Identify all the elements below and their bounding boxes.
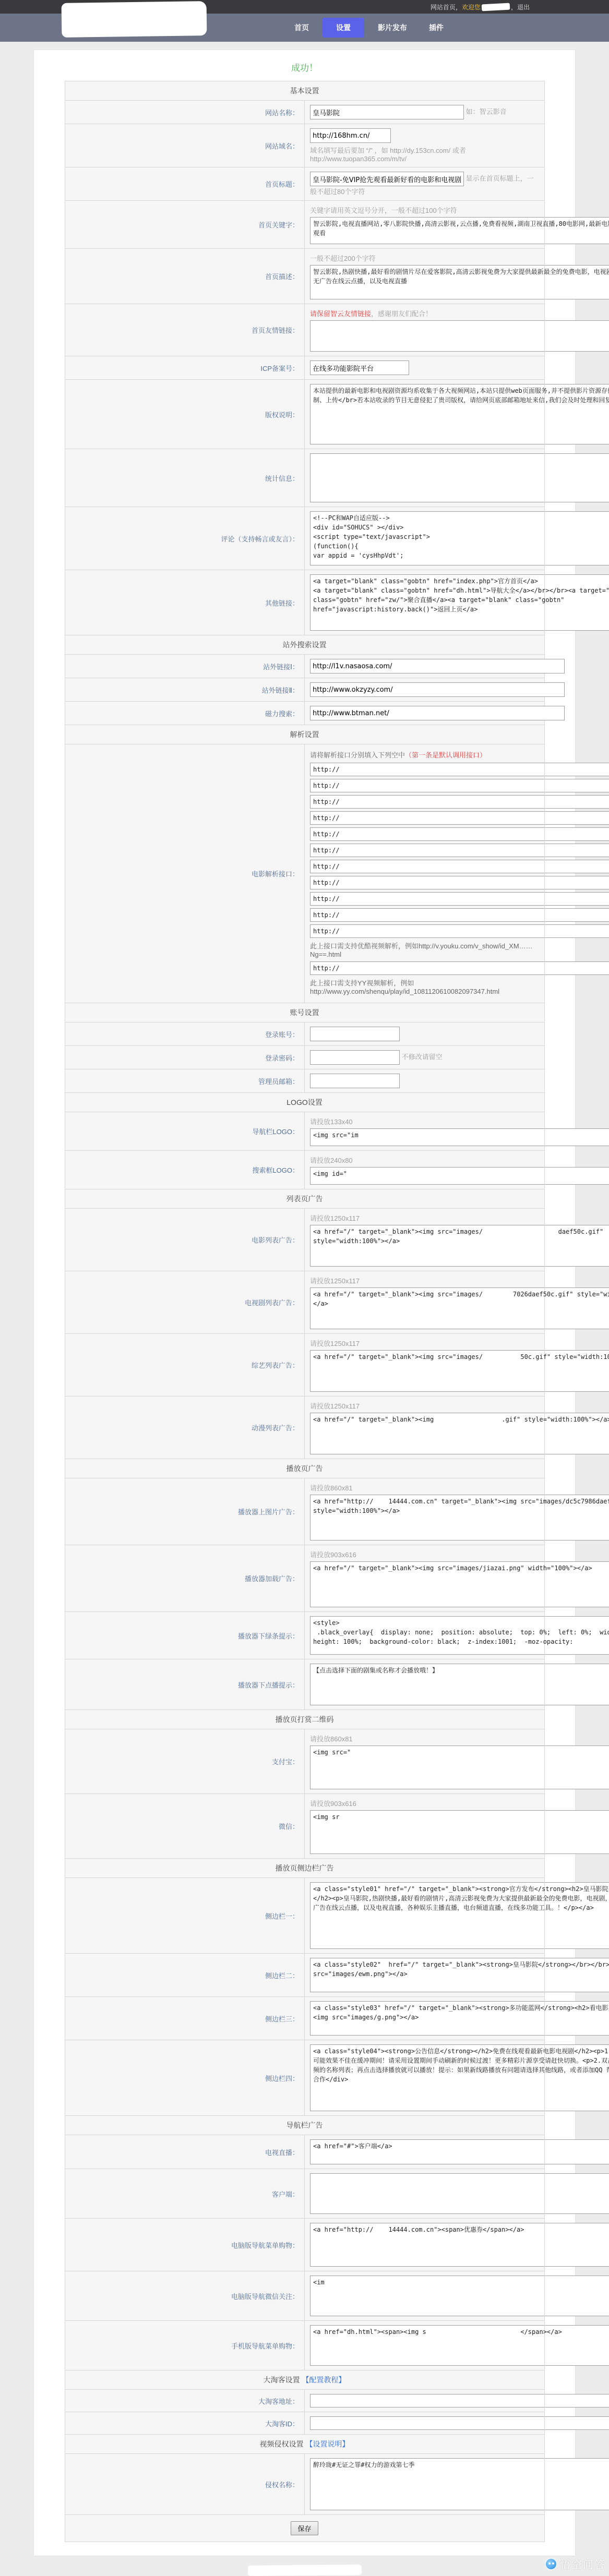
form-row-pc-nav-wechat (65, 2271, 544, 2321)
section-header-nav-ads: 导航栏广告 (65, 2116, 544, 2135)
welcome-text: 欢迎您 (461, 3, 481, 11)
offsite-link1-input[interactable] (310, 659, 565, 673)
field-label: 电脑版导航微信关注： (65, 2271, 305, 2321)
field-label: 手机版导航菜单购物： (65, 2321, 305, 2370)
player-loading-ad-textarea[interactable] (310, 1561, 609, 1607)
nav-items (286, 18, 452, 38)
field-note: 不修改请留空 (401, 1053, 443, 1061)
field-label: 登录密码： (65, 1046, 305, 1069)
form-row-home-title (65, 167, 544, 201)
field-label: 搜索框LOGO： (65, 1151, 305, 1189)
movie-list-ad-textarea[interactable] (310, 1225, 609, 1267)
field-label: 侧边栏一： (65, 1878, 305, 1954)
parse-interface-textarea[interactable] (310, 961, 609, 975)
save-button[interactable]: 保存 (291, 2521, 318, 2535)
login-account-input[interactable] (310, 1027, 400, 1041)
form-row-friend-links (65, 304, 544, 356)
settings-form-table (65, 81, 545, 2542)
form-row-parse-interfaces (65, 744, 544, 1003)
home-keywords-textarea[interactable] (310, 217, 609, 244)
field-label: 动漫列表广告： (65, 1397, 305, 1459)
alipay-qr-textarea[interactable] (310, 1746, 609, 1789)
parse-interface-textarea[interactable] (310, 860, 609, 873)
field-note: 请投放860x81 (310, 1484, 353, 1492)
field-label: 首页关键字： (65, 201, 305, 249)
field-label: 侵权名称： (65, 2454, 305, 2515)
form-row-comment (65, 507, 544, 570)
comment-code-textarea[interactable] (310, 511, 609, 565)
field-note: 请投放903x616 (310, 1800, 356, 1808)
form-row-player-top-ad (65, 1478, 544, 1545)
pc-nav-shop-textarea[interactable] (310, 2223, 609, 2267)
form-row-player-green-tip (65, 1612, 544, 1659)
form-row-player-loading-ad (65, 1545, 544, 1612)
form-row-sidebar3 (65, 1997, 544, 2040)
field-label: 播放器上图片广告： (65, 1478, 305, 1545)
form-row-movie-list-ad (65, 1209, 544, 1271)
pc-nav-wechat-textarea[interactable] (310, 2276, 609, 2316)
site-domain-input[interactable] (310, 128, 391, 143)
form-row-login-password (65, 1046, 544, 1069)
form-row-pc-nav-shop (65, 2219, 544, 2271)
sidebar4-textarea[interactable] (310, 2044, 609, 2111)
watermark-text: 悟空问答 (560, 2559, 606, 2571)
parse-interface-textarea[interactable] (310, 795, 609, 809)
field-note: 请投放1250x117 (310, 1340, 360, 1347)
infringe-help-link[interactable]: 【设置说明】 (305, 2440, 350, 2448)
tv-live-textarea[interactable] (310, 2139, 609, 2164)
field-note: 如：智云影音 (465, 107, 507, 116)
field-label: 磁力搜索： (65, 702, 305, 725)
logout-link[interactable]: 退出 (517, 3, 530, 11)
other-links-textarea[interactable] (310, 574, 609, 631)
form-row-icp (65, 356, 544, 380)
parse-yy-note: 此上接口需支持YY视频解析，例如http://www.yy.com/shenqu/play/id_1081120610082097347.html (310, 979, 500, 995)
field-label: 大淘客ID： (65, 2412, 305, 2435)
field-label: 电视直播： (65, 2135, 305, 2169)
field-label: 统计信息： (65, 449, 305, 507)
form-row-other-links (65, 570, 544, 635)
admin-email-input[interactable] (310, 1074, 400, 1088)
success-message: 成功！ (291, 63, 318, 73)
icp-input[interactable] (310, 360, 409, 375)
main-navbar (0, 14, 609, 42)
parse-interface-textarea[interactable] (310, 811, 609, 825)
field-label: 站外链接Ⅱ： (65, 678, 305, 702)
field-note: 请投放133x40 (310, 1118, 353, 1126)
section-header-dtk: 大淘客设置 【配置教程】 (65, 2370, 544, 2390)
section-header-parse: 解析设置 (65, 725, 544, 744)
parse-interface-textarea[interactable] (310, 908, 609, 922)
section-header-offsite: 站外搜索设置 (65, 635, 544, 655)
form-row-home-desc (65, 249, 544, 304)
field-label: 综艺列表广告： (65, 1334, 305, 1397)
home-title-input[interactable] (310, 172, 464, 186)
form-row-save (65, 2515, 544, 2542)
form-row-wechat (65, 1794, 544, 1859)
wukong-logo-icon (545, 2558, 557, 2570)
field-label: 版权说明： (65, 380, 305, 449)
settings-card (34, 50, 575, 2556)
infringe-names-textarea[interactable] (310, 2458, 609, 2510)
field-note: 请投放1250x117 (310, 1214, 360, 1222)
field-note: 请投放240x80 (310, 1157, 353, 1164)
form-row-copyright (65, 380, 544, 449)
player-vod-tip-textarea[interactable] (310, 1664, 609, 1705)
field-label: 首页标题： (65, 167, 305, 201)
section-header-sidebar-ads: 播放页侧边栏广告 (65, 1859, 544, 1878)
section-header-list-ads: 列表页广告 (65, 1189, 544, 1209)
field-label: 播放器下绿条提示： (65, 1612, 305, 1659)
tv-list-ad-textarea[interactable] (310, 1287, 609, 1329)
field-label: 管理员邮箱： (65, 1069, 305, 1093)
sidebar3-textarea[interactable] (310, 2001, 609, 2036)
form-row-home-keywords (65, 201, 544, 249)
parse-interface-textarea[interactable] (310, 763, 609, 776)
form-row-magnet (65, 702, 544, 725)
nav-logo-textarea[interactable] (310, 1128, 609, 1146)
field-label: 播放器下点播提示： (65, 1659, 305, 1710)
variety-list-ad-textarea[interactable] (310, 1350, 609, 1392)
copyright-textarea[interactable] (310, 384, 609, 444)
field-label: 大淘客地址： (65, 2390, 305, 2412)
form-row-dtk-id (65, 2412, 544, 2435)
parse-interface-textarea[interactable] (310, 876, 609, 889)
form-row-infringe-names (65, 2454, 544, 2515)
dtk-id-textarea[interactable] (310, 2416, 609, 2430)
field-label: 电影列表广告： (65, 1209, 305, 1271)
field-note: 请投放1250x117 (310, 1402, 360, 1410)
offsite-link2-input[interactable] (310, 682, 565, 697)
section-header-qr: 播放页打赏二维码 (65, 1710, 544, 1729)
field-note: 关键字请用英文逗号分开，一般不超过100个字符 (310, 207, 457, 214)
client-textarea[interactable] (310, 2173, 609, 2214)
field-label: 微信： (65, 1794, 305, 1859)
watermark (545, 2556, 606, 2571)
form-row-variety-list-ad (65, 1334, 544, 1397)
field-label: 首页描述： (65, 249, 305, 304)
parse-interface-textarea[interactable] (310, 827, 609, 841)
nav-item-publish[interactable]: 影片发布 (378, 23, 407, 32)
mobile-nav-shop-textarea[interactable] (310, 2325, 609, 2366)
section-header-account: 账号设置 (65, 1003, 544, 1022)
field-label: 登录账号： (65, 1022, 305, 1046)
field-label: 网站域名： (65, 124, 305, 167)
parse-interface-textarea[interactable] (310, 892, 609, 906)
logo-redaction-scribble (62, 1, 207, 38)
nav-item-plugins[interactable]: 插件 (429, 23, 444, 32)
field-note: 请投放903x616 (310, 1551, 356, 1559)
stats-textarea[interactable] (310, 453, 609, 502)
form-row-nav-logo (65, 1112, 544, 1151)
search-logo-textarea[interactable] (310, 1167, 609, 1185)
field-note: 请投放1250x117 (310, 1277, 360, 1285)
form-row-admin-email (65, 1069, 544, 1093)
form-row-dtk-addr (65, 2390, 544, 2412)
field-label: 首页友情链接： (65, 304, 305, 356)
form-row-tv-live (65, 2135, 544, 2169)
parse-note: 请将解析接口分别填入下列空中（第一条是默认调用接口） (310, 751, 487, 759)
parse-interface-textarea[interactable] (310, 924, 609, 938)
wechat-qr-textarea[interactable] (310, 1810, 609, 1854)
form-row-player-vod-tip (65, 1659, 544, 1710)
form-row-alipay (65, 1729, 544, 1794)
section-header-infringe: 视频侵权设置 【设置说明】 (65, 2435, 544, 2454)
field-note: 域名填写最后要加 “/” ，如 http://dy.153cn.com/ 或者http://www.tuopan365.com/m/tv/ (310, 147, 466, 163)
magnet-search-input[interactable] (310, 706, 565, 720)
friend-links-textarea[interactable] (310, 320, 609, 352)
field-label: 网站名称： (65, 101, 305, 124)
form-row-tv-list-ad (65, 1271, 544, 1334)
login-password-input[interactable] (310, 1050, 400, 1065)
field-label: 电影解析接口： (65, 744, 305, 1003)
username-redaction-scribble (482, 3, 510, 11)
form-row-anime-list-ad (65, 1397, 544, 1459)
player-top-ad-textarea[interactable] (310, 1495, 609, 1540)
field-label: 侧边栏三： (65, 1997, 305, 2040)
field-label: 播放器加载广告： (65, 1545, 305, 1612)
sidebar1-textarea[interactable] (310, 1882, 609, 1949)
dtk-tutorial-link[interactable]: 【配置教程】 (302, 2376, 346, 2384)
form-row-offsite1 (65, 655, 544, 678)
field-label: 客户端： (65, 2169, 305, 2219)
form-row-stats (65, 449, 544, 507)
section-header-logo: LOGO设置 (65, 1093, 544, 1112)
field-note: 一般不超过200个字符 (310, 255, 376, 262)
field-label: 电脑版导航菜单购物： (65, 2219, 305, 2271)
field-label: 其他链接： (65, 570, 305, 635)
parse-interface-textarea[interactable] (310, 844, 609, 857)
form-row-site-domain (65, 124, 544, 167)
form-row-offsite2 (65, 678, 544, 702)
friend-links-red-note: 请保留智云友情链接 (310, 310, 372, 318)
nav-item-home[interactable]: 首页 (294, 23, 309, 32)
nav-item-settings[interactable]: 设置 (323, 18, 364, 38)
form-row-mobile-nav-shop (65, 2321, 544, 2370)
sidebar2-textarea[interactable] (310, 1958, 609, 1992)
section-header-basic: 基本设置 (65, 81, 544, 101)
field-label: 评论（支持畅言或友言）： (65, 507, 305, 570)
field-note: 请投放860x81 (310, 1735, 353, 1743)
form-row-site-name (65, 101, 544, 124)
field-label: ICP备案号： (65, 356, 305, 380)
form-row-login-account (65, 1022, 544, 1046)
form-row-search-logo (65, 1151, 544, 1189)
separator: ， (455, 3, 462, 11)
separator: ， (510, 3, 517, 11)
form-row-client (65, 2169, 544, 2219)
anime-list-ad-textarea[interactable] (310, 1413, 609, 1454)
field-label: 站外链接Ⅰ： (65, 655, 305, 678)
field-note: 显示在首页标题上，一般不超过80个字符 (310, 174, 534, 196)
field-note: 请保留智云友情链接，感谢朋友们配合！ (310, 310, 433, 318)
form-row-sidebar4 (65, 2040, 544, 2116)
form-row-sidebar2 (65, 1954, 544, 1997)
field-label: 电视剧列表广告： (65, 1271, 305, 1334)
home-desc-textarea[interactable] (310, 265, 609, 299)
field-label: 导航栏LOGO： (65, 1112, 305, 1151)
field-label: 侧边栏二： (65, 1954, 305, 1997)
parse-interface-textarea[interactable] (310, 779, 609, 792)
section-header-play-ads: 播放页广告 (65, 1459, 544, 1478)
parse-youku-note: 此上接口需支持优酷视频解析，例如http://v.youku.com/v_show/id_XM……Ng==.html (310, 942, 533, 958)
dtk-address-textarea[interactable] (310, 2394, 609, 2408)
player-green-tip-textarea[interactable] (310, 1616, 609, 1655)
form-row-sidebar1 (65, 1878, 544, 1954)
field-label: 侧边栏四： (65, 2040, 305, 2116)
field-label: 支付宝： (65, 1729, 305, 1794)
site-home-link[interactable]: 网站首页 (430, 3, 456, 11)
site-name-input[interactable] (310, 105, 464, 119)
footer-redaction-scribble (247, 2565, 361, 2576)
